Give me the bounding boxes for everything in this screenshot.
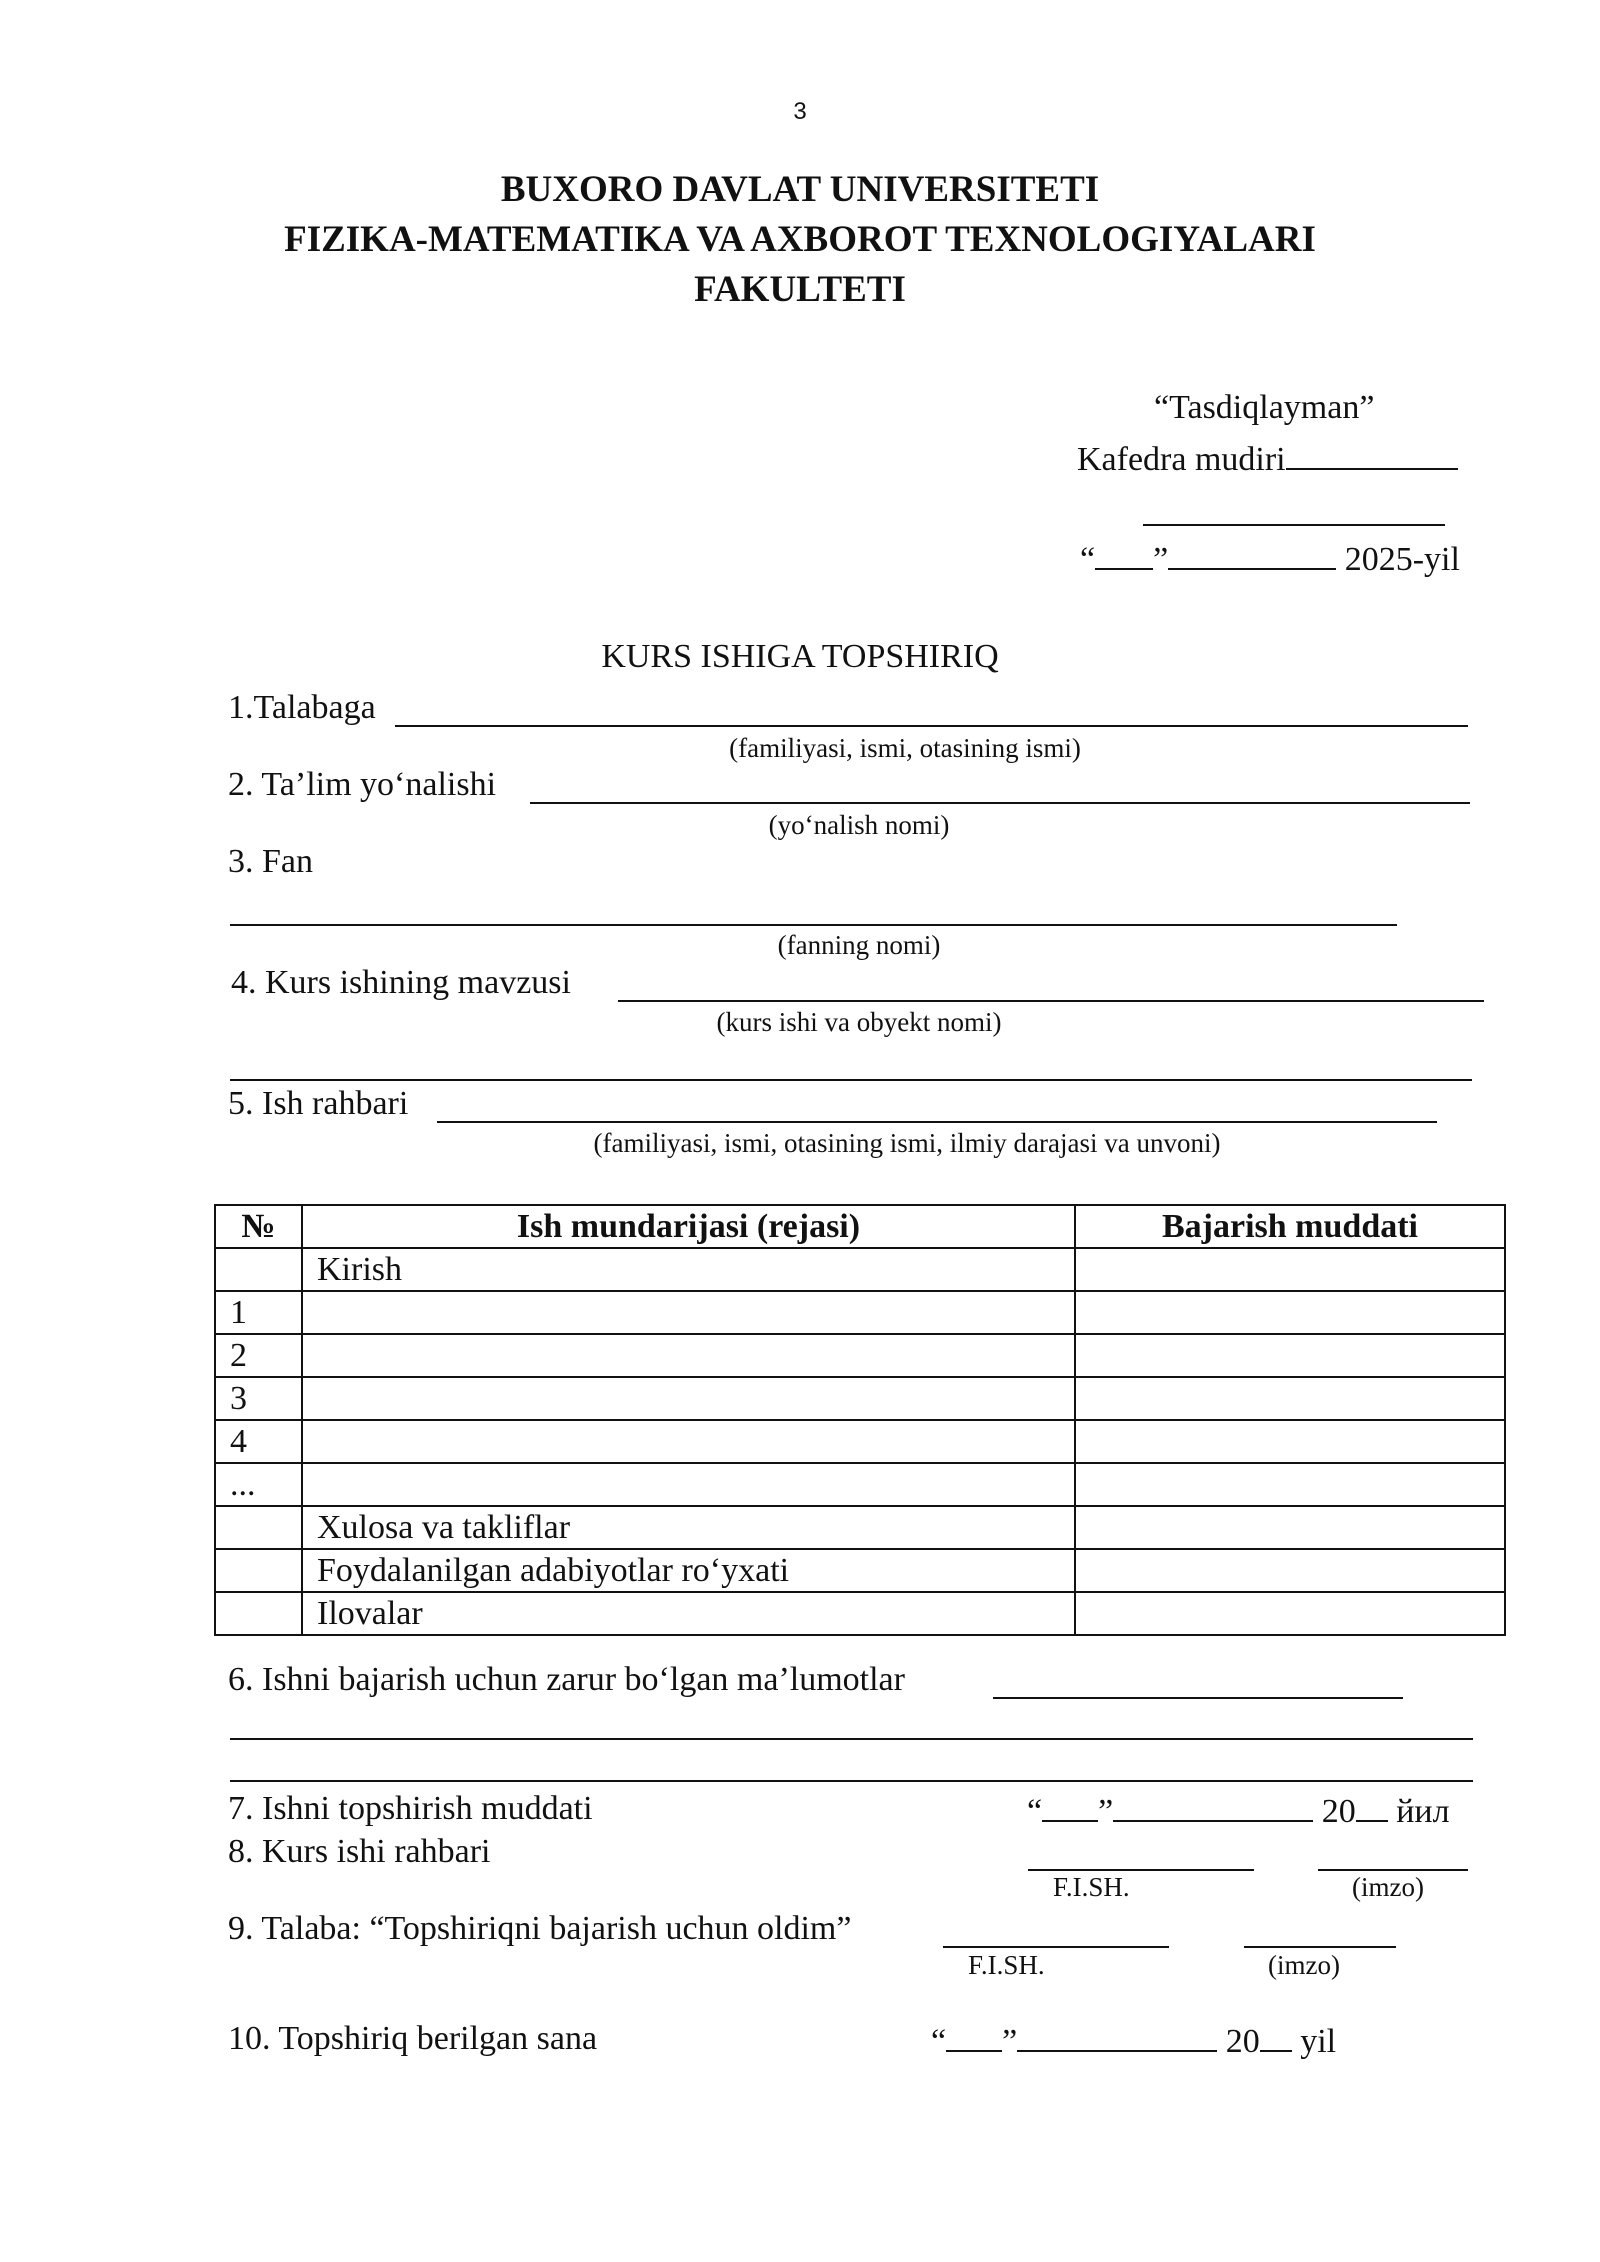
row-number: 2 (215, 1334, 302, 1377)
row-number (215, 1549, 302, 1592)
submission-deadline-date (1027, 1790, 1450, 1831)
table-row (215, 1377, 1505, 1420)
row-number (215, 1506, 302, 1549)
approval-day-blank[interactable] (1095, 538, 1153, 570)
row-item[interactable] (302, 1377, 1075, 1420)
supervisor-label: 5. Ish rahbari (228, 1085, 409, 1122)
required-data-blank-line3[interactable] (230, 1780, 1473, 1782)
form-title: KURS ISHIGA TOPSHIRIQ (601, 638, 999, 675)
issued-year-prefix: 20 (1225, 2023, 1260, 2060)
table-row (215, 1291, 1505, 1334)
row-deadline[interactable] (1075, 1248, 1505, 1291)
student-fish-caption: F.I.SH. (968, 1950, 1045, 1980)
approval-year: 2025-yil (1344, 541, 1460, 578)
table-row (215, 1549, 1505, 1592)
col-header-plan: Ish mundarijasi (rejasi) (302, 1205, 1075, 1248)
head-name-blank[interactable] (1143, 524, 1445, 526)
issued-year-blank[interactable] (1260, 2020, 1292, 2052)
supervisor-fish-caption: F.I.SH. (1053, 1872, 1130, 1902)
subject-blank[interactable] (230, 924, 1397, 926)
row-item[interactable] (302, 1420, 1075, 1463)
head-signature-blank[interactable] (1286, 438, 1458, 470)
row-number: ... (215, 1463, 302, 1506)
row-deadline[interactable] (1075, 1377, 1505, 1420)
issued-open-quote: “ (931, 2023, 947, 2060)
row-item[interactable]: Foydalanilgan adabiyotlar ro‘yxati (302, 1549, 1075, 1592)
student-receipt-label: 9. Talaba: “Topshiriqni bajarish uchun oldim” (228, 1910, 852, 1947)
row-deadline[interactable] (1075, 1334, 1505, 1377)
table-row (215, 1592, 1505, 1635)
subject-hint: (fanning nomi) (777, 930, 941, 960)
supervisor-signature-caption: (imzo) (1352, 1872, 1424, 1902)
work-plan-table (214, 1204, 1506, 1636)
table-row (215, 1463, 1505, 1506)
issued-day-blank[interactable] (946, 2020, 1002, 2052)
required-data-label: 6. Ishni bajarish uchun zarur bo‘lgan ma’lumotlar (228, 1661, 905, 1698)
course-supervisor-label: 8. Kurs ishi rahbari (228, 1833, 491, 1870)
required-data-blank-line2[interactable] (230, 1738, 1473, 1740)
row-item[interactable]: Xulosa va takliflar (302, 1506, 1075, 1549)
deadline-day-blank[interactable] (1042, 1790, 1098, 1822)
table-row (215, 1334, 1505, 1377)
table-row (215, 1248, 1505, 1291)
col-header-number: № (215, 1205, 302, 1248)
direction-label: 2. Ta’lim yo‘nalishi (228, 766, 497, 803)
issued-month-blank[interactable] (1017, 2020, 1217, 2052)
approval-date-close-quote: ” (1153, 541, 1169, 578)
student-hint: (familiyasi, ismi, otasining ismi) (729, 733, 1081, 763)
direction-blank[interactable] (530, 802, 1470, 804)
row-number: 3 (215, 1377, 302, 1420)
topic-label: 4. Kurs ishining mavzusi (231, 964, 571, 1001)
table-row (215, 1420, 1505, 1463)
deadline-year-suffix: йил (1396, 1793, 1450, 1830)
topic-blank-line2[interactable] (230, 1079, 1472, 1081)
submission-deadline-label: 7. Ishni topshirish muddati (228, 1790, 593, 1827)
approval-date (1080, 538, 1460, 579)
direction-hint: (yo‘nalish nomi) (768, 810, 950, 840)
supervisor-blank[interactable] (437, 1121, 1437, 1123)
deadline-year-blank[interactable] (1356, 1790, 1388, 1822)
row-deadline[interactable] (1075, 1592, 1505, 1635)
row-item[interactable] (302, 1334, 1075, 1377)
supervisor-fish-blank[interactable] (1028, 1869, 1254, 1871)
faculty-name-line1: FIZIKA-MATEMATIKA VA AXBOROT TEXNOLOGIYALARI (284, 219, 1316, 260)
row-number: 1 (215, 1291, 302, 1334)
student-fish-blank[interactable] (943, 1946, 1169, 1948)
student-signature-caption: (imzo) (1268, 1950, 1340, 1980)
deadline-year-prefix: 20 (1321, 1793, 1356, 1830)
row-item[interactable] (302, 1291, 1075, 1334)
deadline-open-quote: “ (1027, 1793, 1043, 1830)
supervisor-hint: (familiyasi, ismi, otasining ismi, ilmiy darajasi va unvoni) (593, 1128, 1221, 1158)
row-number (215, 1248, 302, 1291)
col-header-deadline: Bajarish muddati (1075, 1205, 1505, 1248)
row-item[interactable]: Kirish (302, 1248, 1075, 1291)
issued-date (931, 2020, 1336, 2061)
deadline-month-blank[interactable] (1113, 1790, 1313, 1822)
row-number: 4 (215, 1420, 302, 1463)
row-deadline[interactable] (1075, 1506, 1505, 1549)
topic-hint: (kurs ishi va obyekt nomi) (716, 1007, 1002, 1037)
approval-head-line (1077, 438, 1458, 479)
issued-year-suffix: yil (1300, 2023, 1337, 2060)
row-deadline[interactable] (1075, 1420, 1505, 1463)
subject-label: 3. Fan (228, 843, 313, 880)
row-number (215, 1592, 302, 1635)
student-signature-blank[interactable] (1244, 1946, 1396, 1948)
student-name-blank[interactable] (395, 725, 1468, 727)
issued-close-quote: ” (1002, 2023, 1018, 2060)
row-deadline[interactable] (1075, 1463, 1505, 1506)
row-item[interactable]: Ilovalar (302, 1592, 1075, 1635)
approval-month-blank[interactable] (1168, 538, 1336, 570)
row-item[interactable] (302, 1463, 1075, 1506)
table-row (215, 1506, 1505, 1549)
approval-head-label: Kafedra mudiri (1077, 441, 1286, 478)
required-data-blank[interactable] (993, 1697, 1403, 1699)
topic-blank[interactable] (618, 1000, 1484, 1002)
table-header-row (215, 1205, 1505, 1248)
student-label: 1.Talabaga (228, 689, 376, 726)
faculty-name-line2: FAKULTETI (694, 269, 906, 310)
supervisor-signature-blank[interactable] (1318, 1869, 1468, 1871)
issued-date-label: 10. Topshiriq berilgan sana (228, 2020, 598, 2057)
approval-title: “Tasdiqlayman” (1154, 389, 1375, 426)
deadline-close-quote: ” (1098, 1793, 1114, 1830)
university-name: BUXORO DAVLAT UNIVERSITETI (500, 169, 1100, 210)
page-number: 3 (793, 98, 807, 125)
approval-date-open-quote: “ (1080, 541, 1096, 578)
row-deadline[interactable] (1075, 1549, 1505, 1592)
row-deadline[interactable] (1075, 1291, 1505, 1334)
